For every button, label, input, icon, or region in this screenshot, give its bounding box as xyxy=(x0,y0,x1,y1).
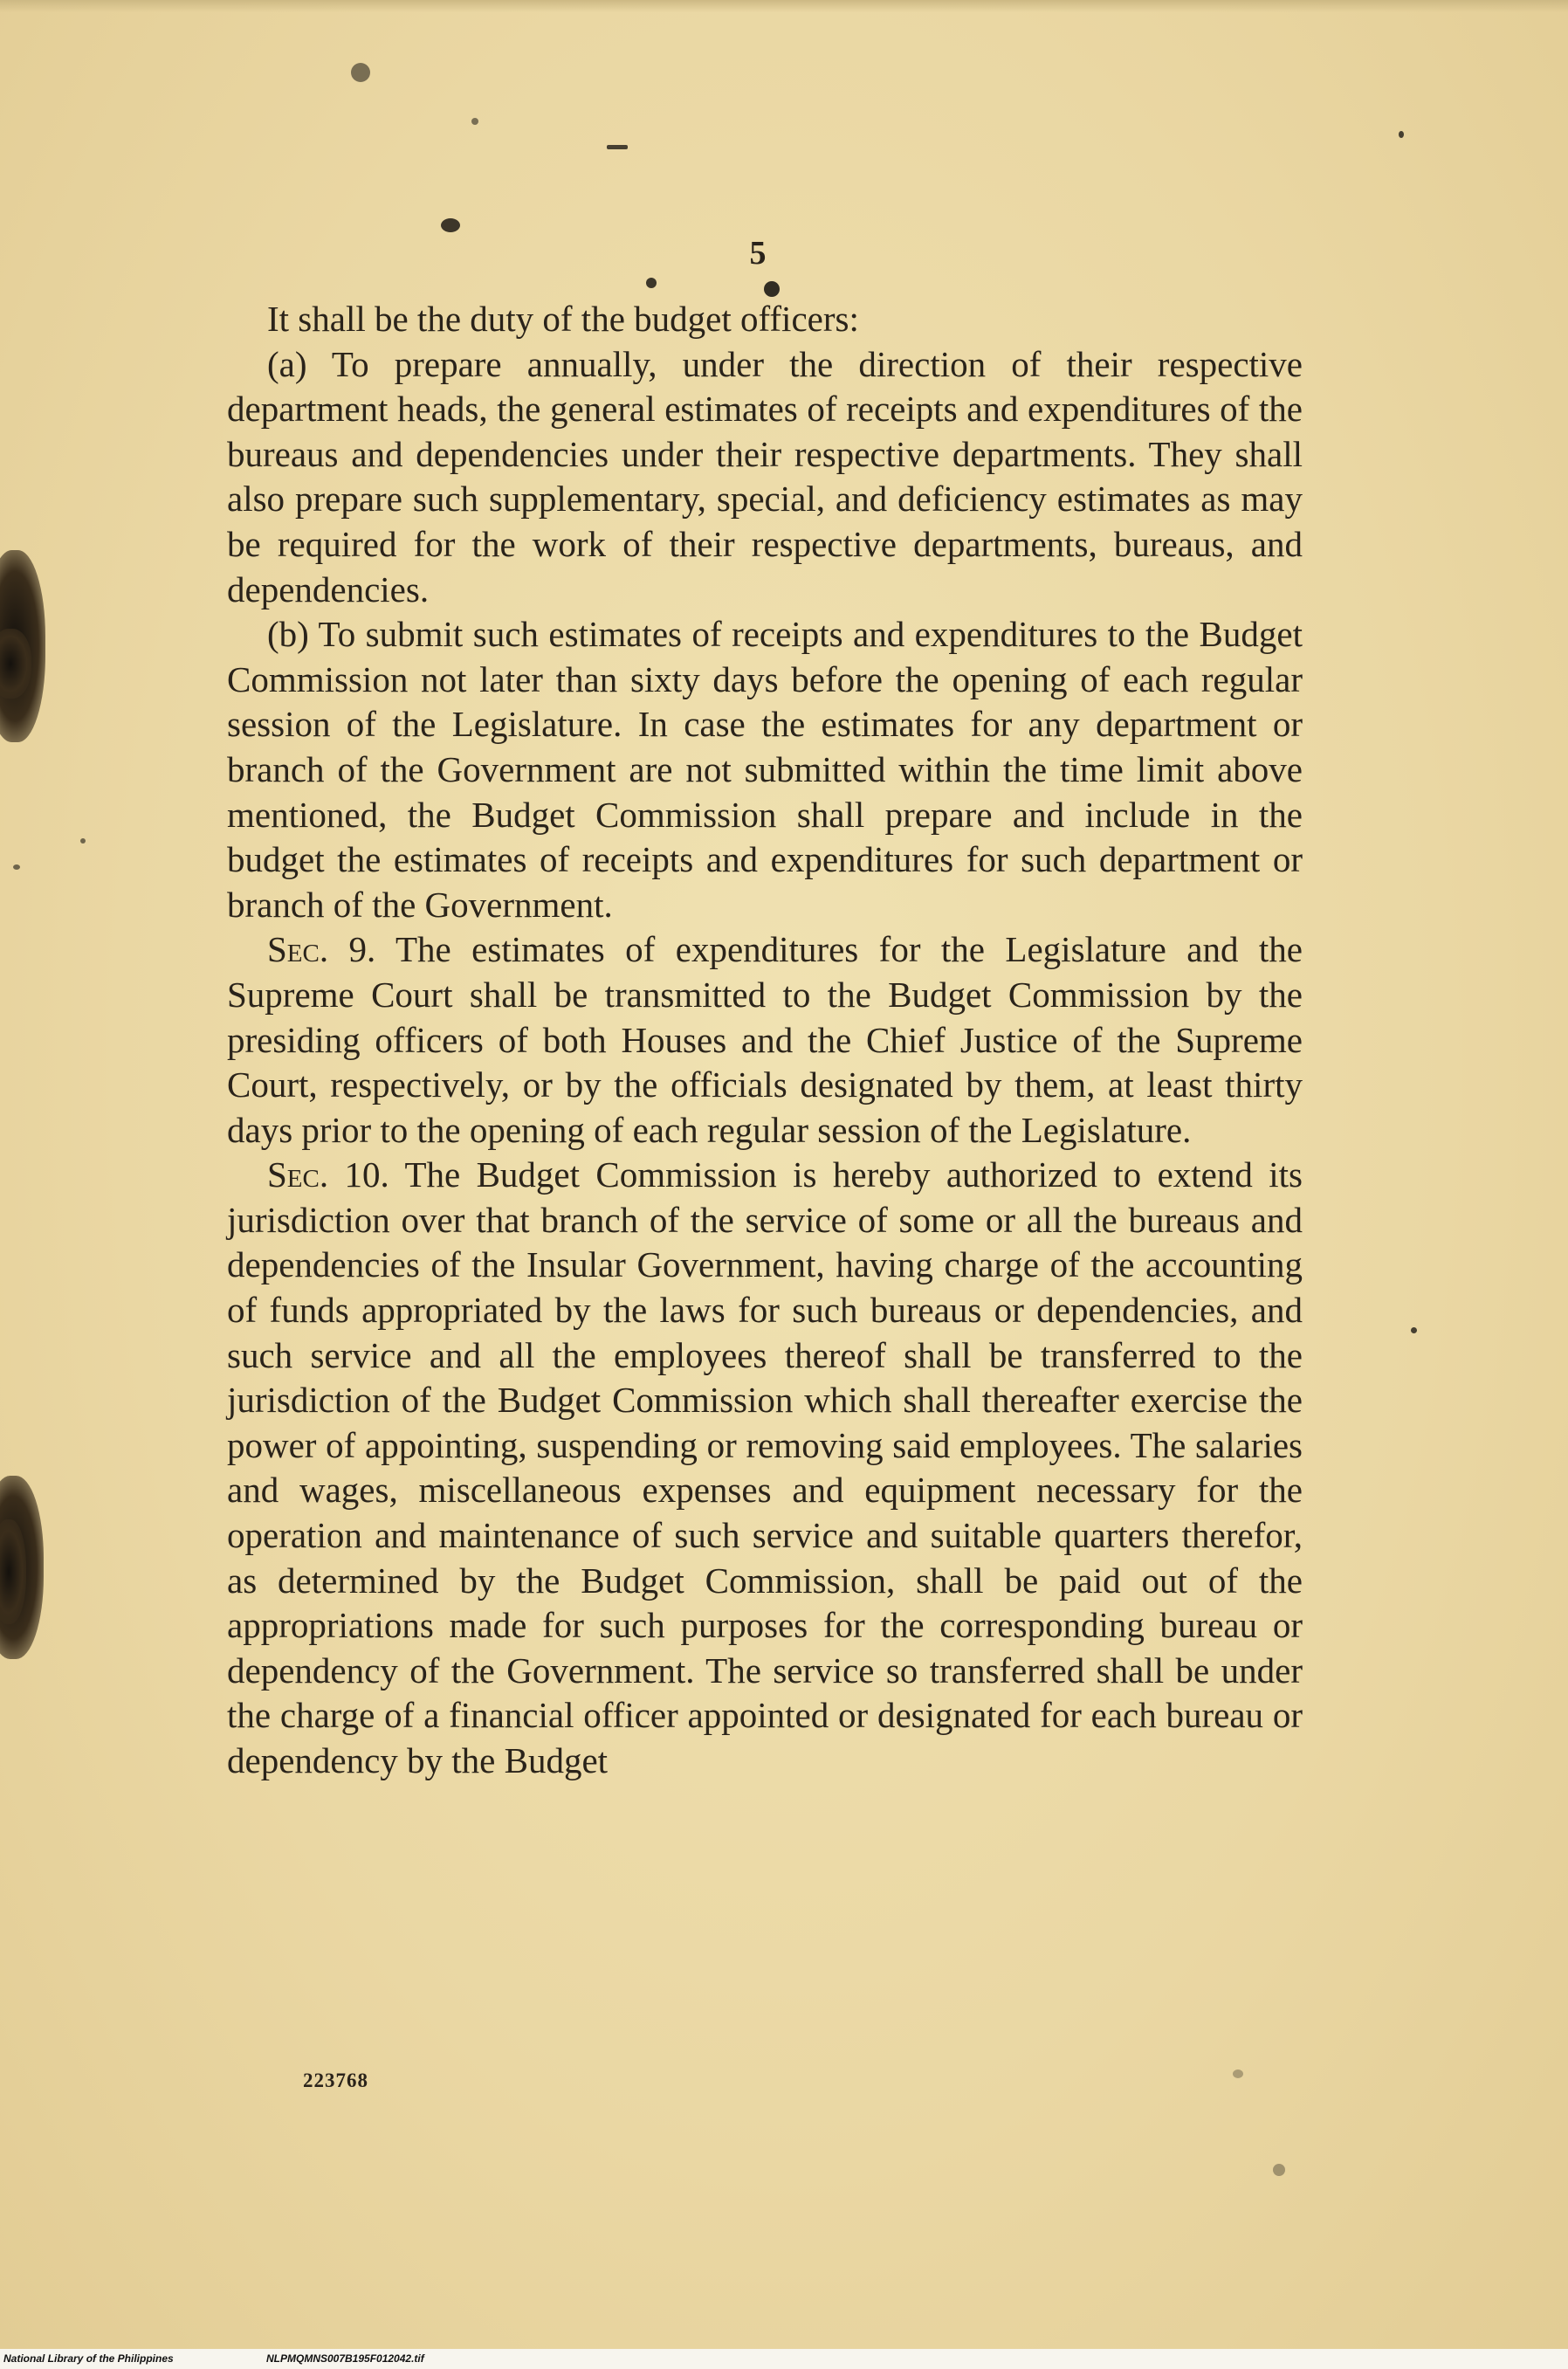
ink-spot xyxy=(1399,131,1404,138)
section-10-label: Sec. 10. xyxy=(267,1154,389,1195)
clause-a-paragraph: (a) To prepare annually, under the direction of their respective department heads, the general estimates of receipts and expenditures of the bureaus and dependencies under their respective departments. They shall also prepare such supplementary, special, and deficiency estimates as may be required for the work of their respective departments, bureaus, and dependencies. xyxy=(227,343,1303,609)
ink-spot xyxy=(80,838,86,844)
intro-paragraph: It shall be the duty of the budget officers: xyxy=(267,299,859,339)
ink-spot xyxy=(13,864,20,870)
file-id: NLPMQMNS007B195F012042.tif xyxy=(266,2352,424,2365)
ink-spot xyxy=(1273,2164,1285,2176)
ink-spot xyxy=(471,118,478,125)
page-body xyxy=(227,297,1303,1784)
section-9-paragraph xyxy=(227,927,1303,1153)
section-9-label: Sec. 9. xyxy=(267,929,376,970)
library-credit: National Library of the Philippines xyxy=(3,2352,174,2365)
section-10-text: The Budget Commission is hereby authorized to extend its jurisdiction over that branch of the service of some or all the bureaus and dependencies of the Insular Government, having charge of the accounting of funds appropriated by the laws for such bureaus or dependencies, and such service and all the employees thereof shall be transferred to the jurisdiction of the Budget Commission which shall thereafter exercise the power of appointing, suspending or removing said employees. The salaries and wages, miscellaneous expenses and equipment necessary for the operation and maintenance of such service and suitable quarters therefor, as determined by the Budget Commission, shall be paid out of the appropriations made for such purposes for the corresponding bureau or dependency of the Government. The service so transferred shall be under the charge of a financial officer appointed or designated for each bureau or dependency by the Budget xyxy=(227,1154,1303,1780)
ink-spot xyxy=(351,63,370,82)
ink-spot xyxy=(441,218,460,232)
ink-spot xyxy=(1411,1327,1417,1333)
ink-spot xyxy=(1233,2069,1243,2078)
paper-edge xyxy=(0,0,1568,12)
ink-spot xyxy=(764,281,780,297)
section-10-paragraph xyxy=(227,1153,1303,1783)
ink-spot xyxy=(607,145,628,149)
clause-b-paragraph: (b) To submit such estimates of receipts and expenditures to the Budget Commission not later than sixty days before the opening of each regular session of the Legislature. In case the estimates for any department or branch of the Government are not submitted within the time limit above mentioned, the Budget Commission shall prepare and include in the budget the estimates of receipts and expenditures for such department or branch of the Government. xyxy=(227,614,1303,925)
section-9-text: The estimates of expenditures for the Legislature and the Supreme Court shall be transmitted to the Budget Commission by the presiding officers of both Houses and the Chief Justice of the Supreme Court, respectively, or by the officials designated by them, at least thirty days prior to the opening of each regular session of the Legislature. xyxy=(227,929,1303,1150)
catalog-number: 223768 xyxy=(303,2069,368,2091)
page-number: 5 xyxy=(749,235,767,272)
ink-spot xyxy=(646,278,657,288)
scan-footer xyxy=(0,2349,1568,2369)
